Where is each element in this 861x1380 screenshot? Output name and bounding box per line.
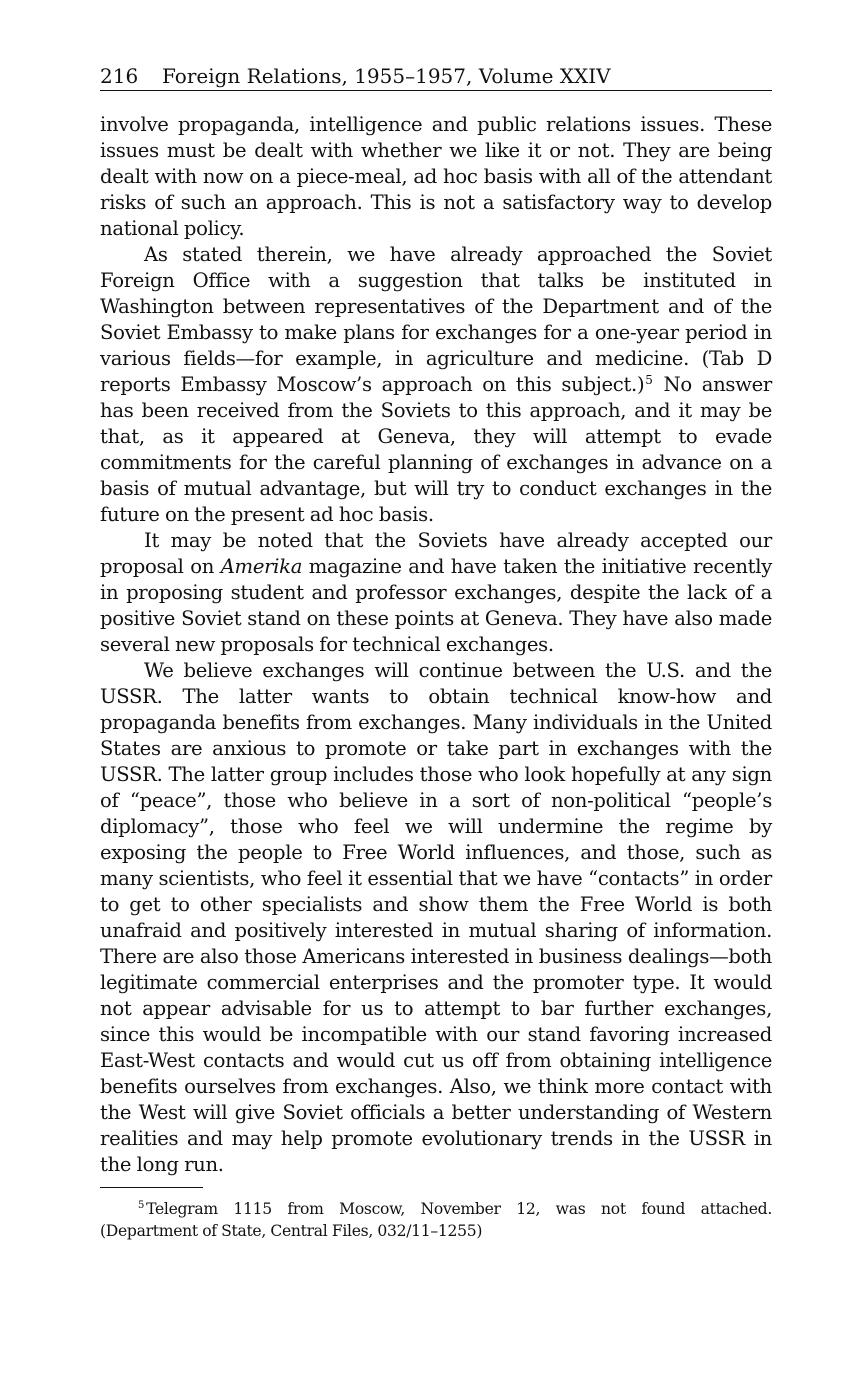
footnote-reference[interactable]: 5 — [645, 373, 653, 387]
footnote — [100, 1198, 772, 1242]
body-text — [100, 112, 772, 1178]
amerika-title: Amerika — [220, 555, 303, 578]
paragraph-4: We believe exchanges will continue between the U.S. and the USSR. The latter wants to obtain technical know-how and propaganda benefits from exchanges. Many individuals in the United States are anxious to promote or take part in exchanges with the USSR. The latter group includes those who look hopefully at any sign of “peace”, those who believe in a sort of non-political “people’s diplomacy”, those who feel we will undermine the regime by exposing the people to Free World influences, and those, such as many scientists, who feel it essential that we have “contacts” in order to get to other specialists and show them the Free World is both unafraid and positively interested in mutual sharing of information. There are also those Americans interested in business dealings—both legitimate commercial enterprises and the promoter type. It would not appear advisable for us to attempt to bar further exchanges, since this would be incompatible with our stand favoring increased East-West contacts and would cut us off from obtaining intelligence benefits ourselves from exchanges. Also, we think more contact with the West will give Soviet officials a better understanding of Western realities and may help promote evolutionary trends in the USSR in the long run. — [100, 659, 772, 1176]
footnote-number: 5 — [138, 1200, 145, 1211]
paragraph-3-text-a: It may be noted that the Soviets have already accepted our proposal on — [100, 529, 772, 578]
paragraph-2-text-a: As stated therein, we have already approached the Soviet Foreign Office with a suggestion that talks be instituted in Washington between representatives of the Department and of the Soviet Embassy to make plans for exchanges for a one-year period in various fields—for example, in agriculture and medicine. (Tab D reports Embassy Moscow’s approach on this subject.) — [100, 243, 772, 396]
paragraph-3-text-b: magazine and have taken the initiative recently in proposing student and professor exchanges, despite the lack of a positive Soviet stand on these points at Geneva. They have also made several new proposals for technical exchanges. — [100, 555, 772, 656]
footnote-text: Telegram 1115 from Moscow, November 12, was not found attached. (Department of State, Central Files, 032/11–1255) — [100, 1200, 772, 1240]
paragraph-1: involve propaganda, intelligence and public relations issues. These issues must be dealt with whether we like it or not. They are being dealt with now on a piece-meal, ad hoc basis with all of the attendant risks of such an approach. This is not a satisfactory way to develop national policy. — [100, 113, 772, 240]
paragraph-2-text-b: No answer has been received from the Soviets to this approach, and it may be that, as it appeared at Geneva, they will attempt to evade commitments for the careful planning of exchanges in advance on a basis of mutual advantage, but will try to conduct exchanges in the future on the present ad hoc basis. — [100, 373, 772, 526]
paragraph-3 — [100, 528, 772, 658]
footnote-divider — [100, 1187, 203, 1188]
running-head-title: Foreign Relations, 1955–1957, Volume XXIV — [162, 64, 611, 88]
page-number: 216 — [100, 64, 139, 88]
running-head — [100, 62, 772, 91]
paragraph-2 — [100, 242, 772, 528]
